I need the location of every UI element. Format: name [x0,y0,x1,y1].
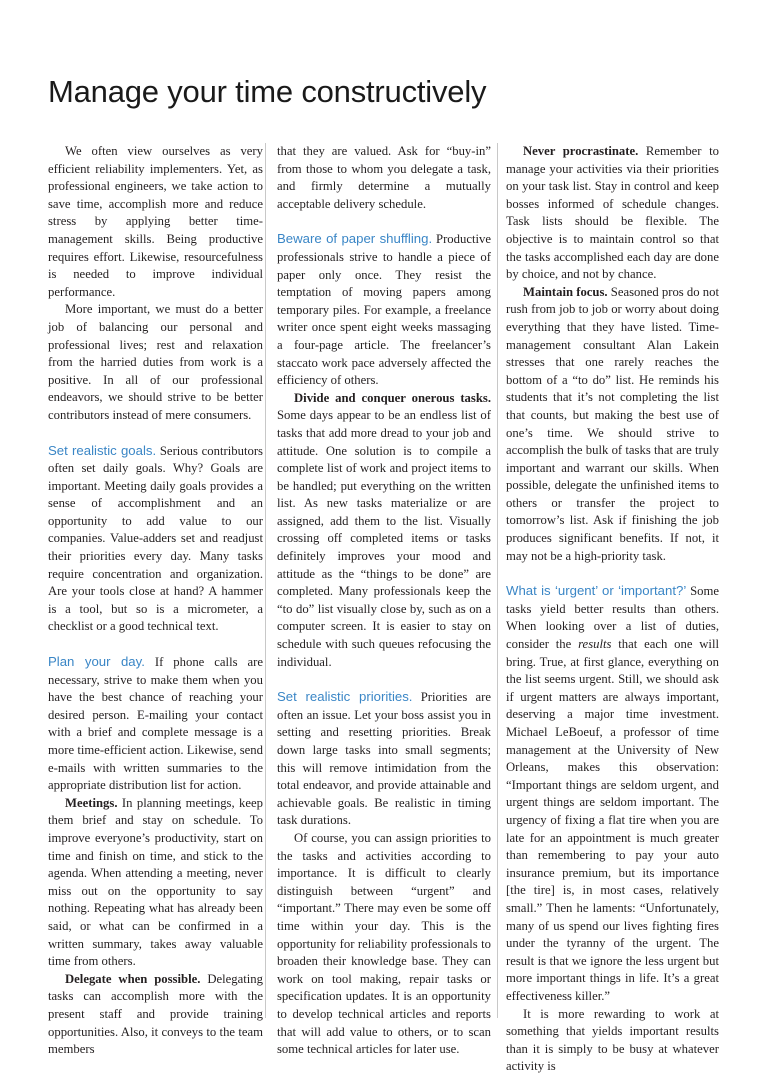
italic-results: results [578,637,612,652]
heading-paper-shuffling: Beware of paper shuffling. [277,231,433,247]
lead-divide: Divide and conquer onerous tasks. [294,390,491,405]
heading-plan-your-day: Plan your day. [48,654,145,670]
section-plan [48,653,263,795]
section-urgent [506,582,719,1005]
section-paper [277,230,491,389]
lead-maintain-focus: Maintain focus. [523,284,608,299]
column-2 [277,143,491,1057]
paragraph-focus: Seasoned pros do not rush from job to job or worry about doing everything that they have listed. Time-management consultant Alan Lakein stresses that one rarely reaches the bottom of a “to do” list. He reminds his students that it’s not completing the list that counts, but making the best use of one’s time. We should strive to accomplish the bulk of tasks that are truly important and warrant our skills. When possible, delegate the unfinished items to others or transfer the project to tomorrow’s list. Ask if finishing the job produces significant benefits. If not, it may not be a high-priority task. [506,284,720,563]
lead-never-procrastinate: Never procrastinate. [523,144,639,158]
paragraph-urgent-b: that each one will bring. True, at first glance, everything on the list seems urgent. Still, we should ask if urgent matters are always important, deserving a major time investment. Michael LeBoeuf, a professor of time management at the University of New Orleans, makes this observation: “Important things are seldom urgent, and urgent things are seldom important. The urgency of fixing a flat tire when you are late for an appointment is much greater than remembering to pay your auto insurance premium, but its importance [the tire] is, in most cases, relatively small.” Then he laments: “Unfortunately, many of us spend our lives fighting fires under the tyranny of the urgent. The result is that we ignore the less urgent but more important things in life. It’s a great effectiveness killer.” [506,637,719,1003]
column-1 [48,143,263,1057]
heading-urgent-important: What is ‘urgent’ or ‘important?’ [506,583,687,599]
section-delegate [48,971,263,1059]
paragraph-paper: Productive professionals strive to handle a piece of paper only once. They resist the temptation of moving papers among temporary piles. For example, a freelance writer once spent eight weeks massaging a four-page article. The freelancer’s staccato work pace adversely affected the efficiency of others. [277,232,491,388]
section-procrastinate [506,143,719,284]
section-divide [277,390,491,672]
paragraph-divide: Some days appear to be an endless list of tasks that add more dread to your job and attitude. One solution is to compile a complete list of work and project items to be handled; put everything on the written list. As new tasks materialize or are assigned, add them to the list. Visually crossing off completed items or tasks definitely improves your mood and attitude as the “things to be done” are completed. Many professionals keep the “to do” list visually close by, such as on a computer screen. It is easier to stay on schedule with such queues refocusing the individual. [277,408,491,669]
article-title: Manage your time constructively [48,74,487,109]
lead-meetings: Meetings. [65,795,118,810]
paragraph-intro: We often view ourselves as very efficient reliability implementers. Yet, as professional engineers, we take action to save time, accomplish more and reduce stress by applying better time-management skills. Being productive requires effort. Likewise, resourcefulness is needed to improve individual performance. [48,144,263,299]
heading-set-realistic-priorities: Set realistic priorities. [277,689,413,705]
section-meetings [48,795,263,971]
heading-set-realistic-goals: Set realistic goals. [48,442,157,458]
paragraph-urgent-a: Some tasks yield better results than others. When looking over a list of duties, consider the [506,584,719,652]
section-focus [506,284,719,566]
column-divider-1 [265,143,266,1018]
paragraph-priorities: Priorities are often an issue. Let your boss assist you in setting and resetting priorities. Break down large tasks into small segments; this will remove intimidation from the total endeavor, and provide attainable and achievable goals. Be realistic in timing task durations. [277,690,491,828]
paragraph-of-course: Of course, you can assign priorities to the tasks and activities according to importance. It is difficult to clearly distinguish between “urgent” and “important.” There may even be some off time within your day. This is the opportunity for reliability professionals to broaden their knowledge base. They can work on tool making, repair tasks or specification updates. It is an opportunity to develop technical articles and reports that will add value to others, or to scan some technical articles for later use. [277,830,491,1057]
lead-delegate: Delegate when possible. [65,971,201,986]
paragraph-rewarding: It is more rewarding to work at something that yields important results than it is simply to be busy at whatever activity is [506,1006,719,1074]
paragraph-continued: that they are valued. Ask for “buy-in” from those to whom you delegate a task, and firmly determine a mutually acceptable delivery schedule. [277,144,491,211]
paragraph-delegate: Delegating tasks can accomplish more with the present staff and provide training opportunities. Also, it conveys to the team members [48,971,263,1057]
paragraph-meetings: In planning meetings, keep them brief and stay on schedule. To improve everyone’s productivity, start on time and finish on time, and stick to the agenda. When attending a meeting, never miss out on the opportunity to say nothing. Repeating what has already been said, or what can be confirmed in a written summary, takes away valuable time from others. [48,795,263,969]
paragraph-procrastinate: Remember to manage your activities via their priorities on your task list. Stay in control and keep bosses informed of schedule changes. Task lists should be flexible. The objective is to maintain control so that the tasks accomplished each day are done by choice, and not by chance. [506,144,719,282]
paragraph-balance: More important, we must do a better job of balancing our personal and professional lives; rest and relaxation from the harried duties from work is a positive. In all of our professional endeavors, we should strive to be better contributors instead of mere consumers. [48,302,263,422]
section-priorities [277,688,491,830]
section-goals [48,442,263,637]
column-3 [506,143,720,1074]
paragraph-plan: If phone calls are necessary, strive to make them when you have the best chance of reaching your desired person. E-mailing your contact with a brief and complete message is a more time-efficient action. Likewise, send e-mails with written summaries to the appropriate distribution list for action. [48,655,263,793]
paragraph-goals: Serious contributors often set daily goals. Why? Goals are important. Meeting daily goals provides a sense of accomplishment and an opportunity to add value to our companies. Value-adders set and readjust their priorities every day. Many tasks require concentration and organization. Are your tools close at hand? A hammer is a tool, but so is a micrometer, a checklist or a good technical text. [48,443,263,634]
column-divider-2 [497,143,498,1018]
